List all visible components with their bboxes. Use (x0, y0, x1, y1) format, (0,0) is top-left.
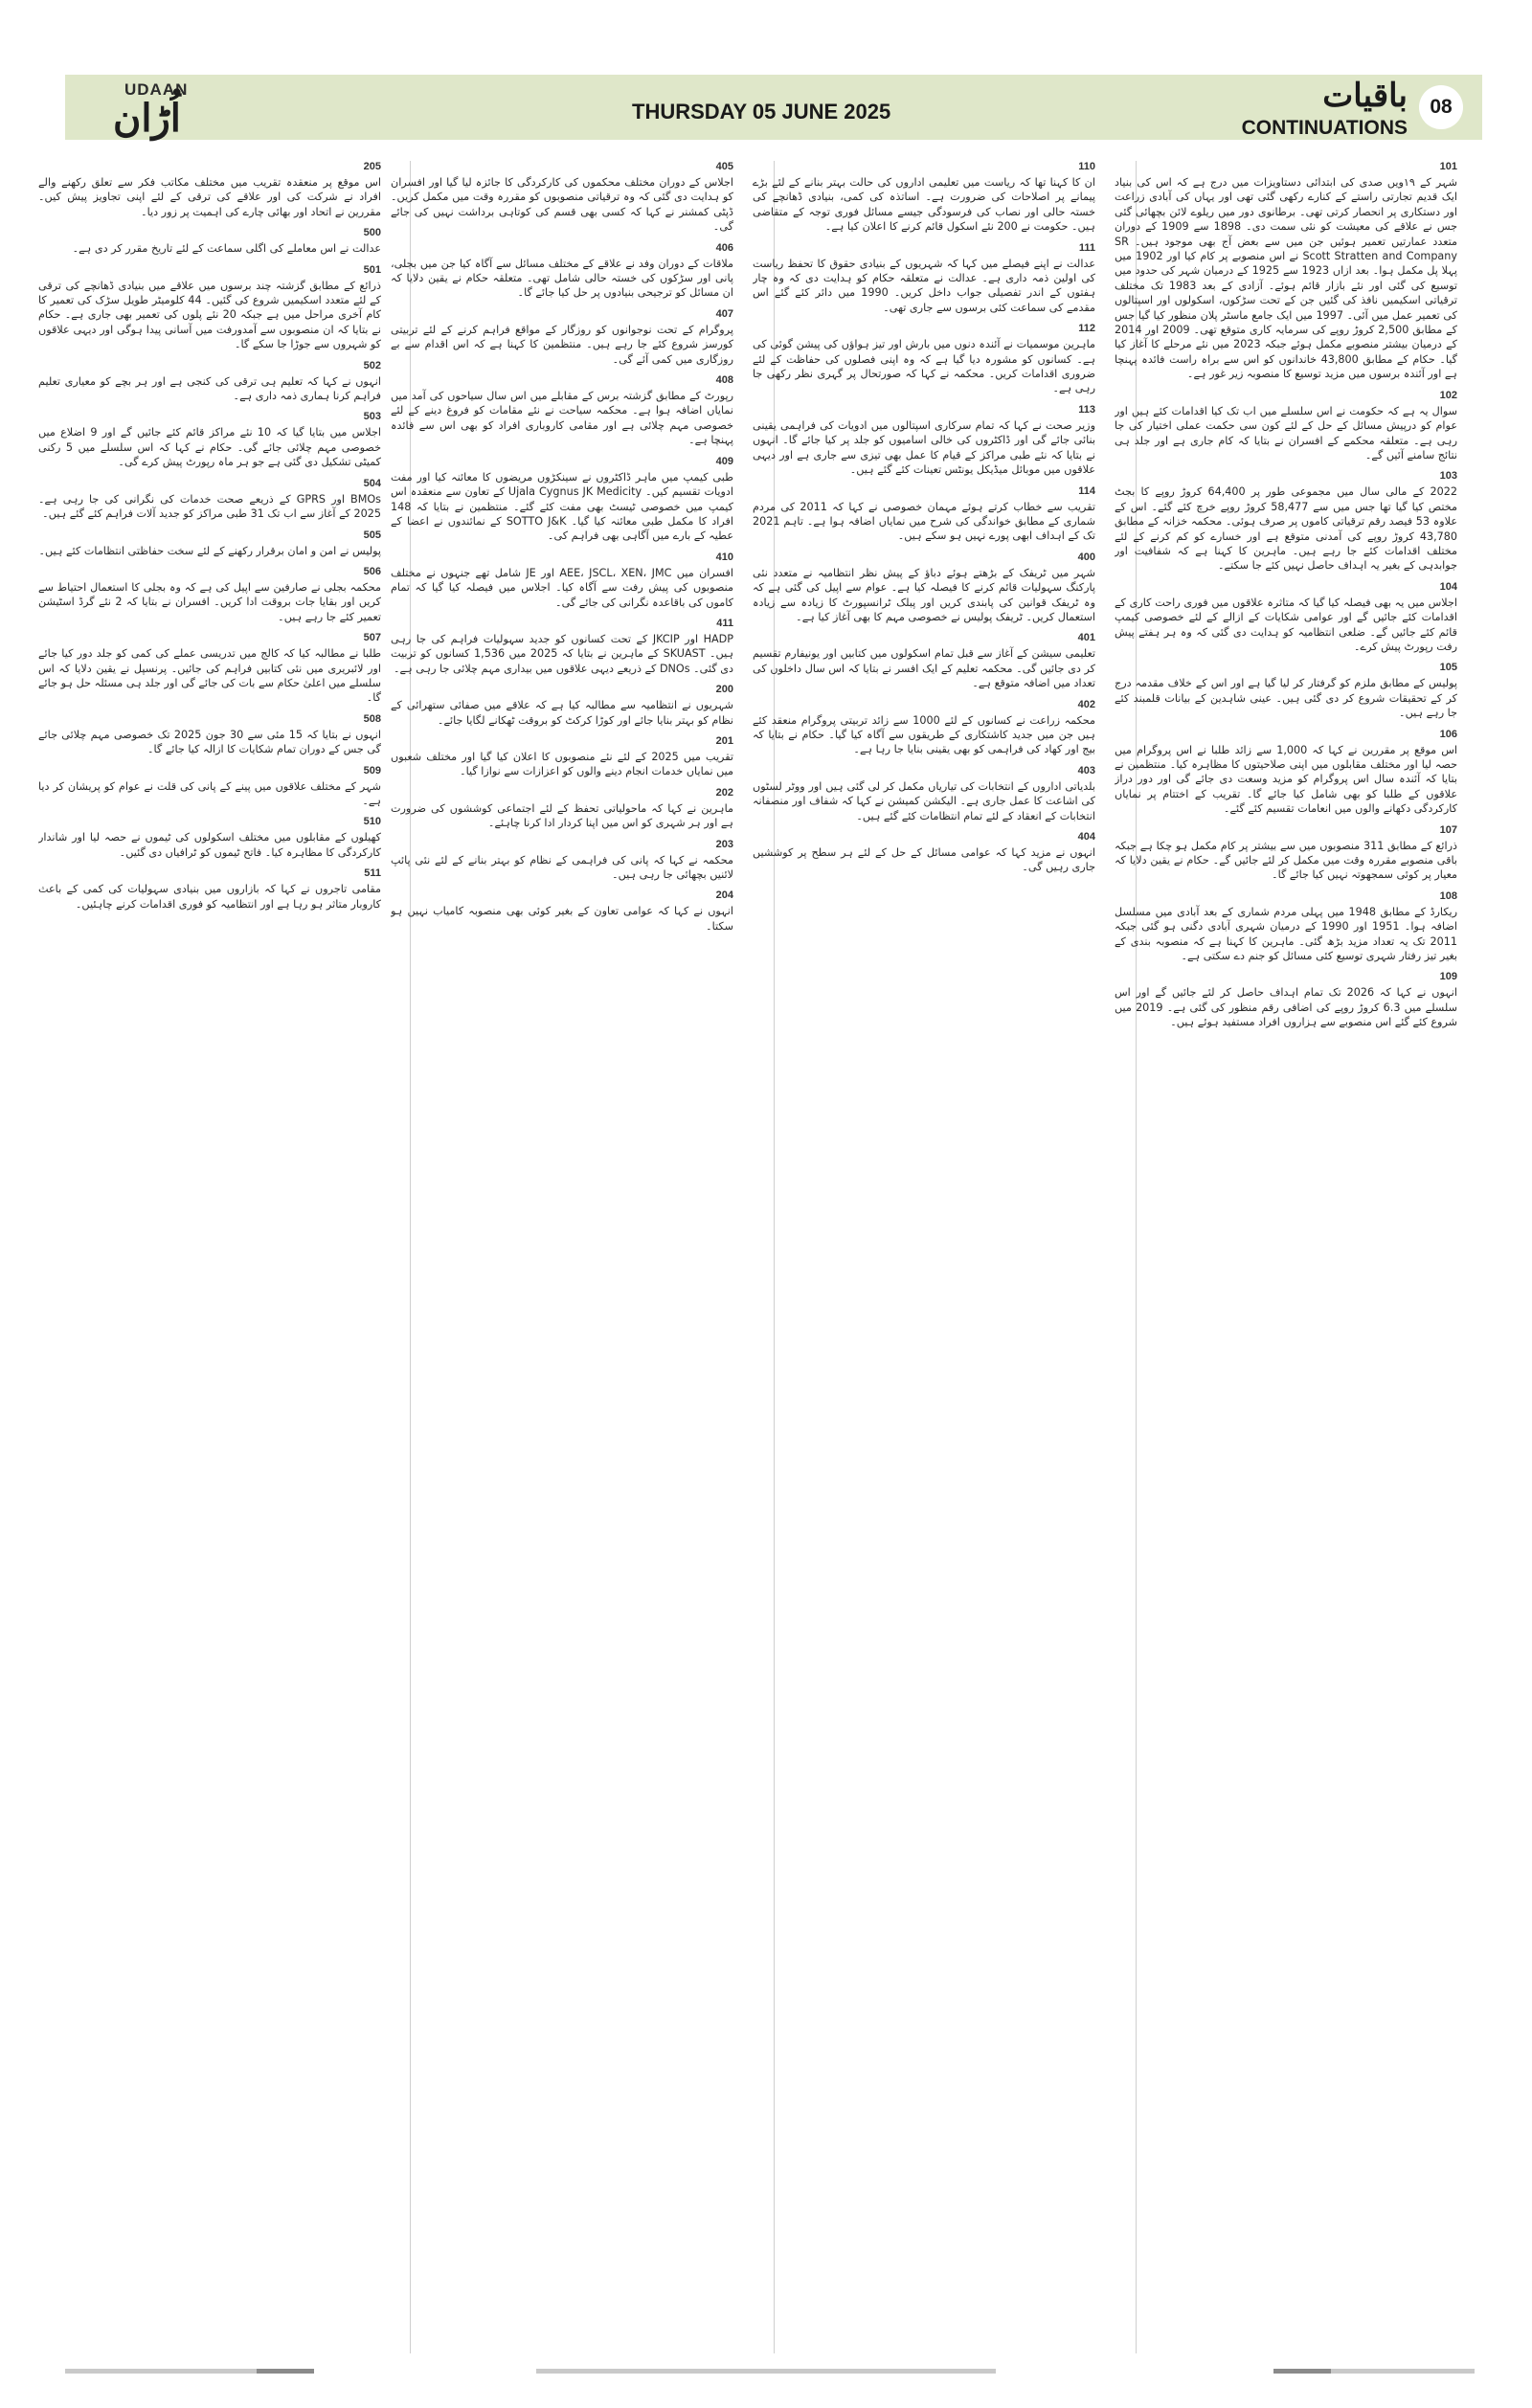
continuation-block (38, 478, 381, 522)
continuation-number: 404 (1077, 831, 1095, 843)
page-number-badge: 08 (1419, 85, 1463, 129)
continuation-text: رپورٹ کے مطابق گزشتہ برس کے مقابلے میں اس سال سیاحوں کی آمد میں نمایاں اضافہ ہوا ہے۔ محکمہ سیاحت نے نئے مقامات کو فروغ دینے کے لئے خصوصی مہم چلائی ہے اور مقامی کاروباری افراد کو بھی اس سے فائدہ پہنچا ہے۔ (391, 390, 733, 447)
continuation-text: اس موقع پر منعقدہ تقریب میں مختلف مکاتب فکر سے تعلق رکھنے والے افراد نے شرکت کی اور علاقے کی ترقی کے لئے اپنی تجاویز پیش کیں۔ مقررین نے اتحاد اور بھائی چارے کی اہمیت پر زور دیا۔ (38, 176, 381, 218)
continuation-number: 402 (1077, 698, 1095, 710)
continuation-text: 2022 کے مالی سال میں مجموعی طور پر 64,400 کروڑ روپے کا بجٹ مختص کیا گیا تھا جس میں سے 58,477 کروڑ روپے خرچ کئے گئے۔ اس کے علاوہ 53 فیصد رقم ترقیاتی کاموں پر صرف ہوئی۔ محکمہ خزانہ کے مطابق 43,780 کروڑ روپے کی آمدنی متوقع ہے اور خسارے کو کم کرنے کے لئے مختلف اقدامات کئے جا رہے ہیں۔ ماہرین کا کہنا ہے کہ شفافیت اور جوابدہی کے بغیر یہ اہداف حاصل نہیں کئے جا سکتے۔ (1115, 485, 1457, 573)
continuation-block (1115, 971, 1457, 1029)
continuation-block (753, 765, 1095, 823)
continuation-text: انہوں نے کہا کہ 2026 تک تمام اہداف حاصل کر لئے جائیں گے اور اس سلسلے میں 6.3 کروڑ روپے کی اضافی رقم منظور کی گئی ہے۔ 2019 میں شروع کئے گئے اس منصوبے سے ہزاروں افراد مستفید ہوئے ہیں۔ (1115, 986, 1457, 1029)
continuation-number: 401 (1077, 632, 1095, 644)
continuation-text: ذرائع کے مطابق گزشتہ چند برسوں میں علاقے میں بنیادی ڈھانچے کی ترقی کے لئے متعدد اسکیمیں شروع کی گئیں۔ 44 کلومیٹر طویل سڑک کی تعمیر کا کام آخری مراحل میں ہے جبکہ 20 نئے پلوں کی تعمیر بھی جاری ہے۔ حکام نے بتایا کہ ان منصوبوں سے آمدورفت میں آسانی پیدا ہوگی اور دیہی علاقوں کو شہروں سے جوڑا جا سکے گا۔ (38, 279, 381, 351)
continuation-text: محکمہ نے کہا کہ پانی کی فراہمی کے نظام کو بہتر بنانے کے لئے نئی پائپ لائنیں بچھائی جا رہی ہیں۔ (391, 853, 733, 881)
continuation-block (38, 411, 381, 469)
continuation-number: 505 (363, 529, 381, 541)
continuation-text: پولیس کے مطابق ملزم کو گرفتار کر لیا گیا ہے اور اس کے خلاف مقدمہ درج کر کے تحقیقات شروع کر دی گئی ہیں۔ عینی شاہدین کے بیانات قلمبند کئے جا رہے ہیں۔ (1115, 677, 1457, 720)
continuation-block (391, 839, 733, 883)
continuation-block (753, 699, 1095, 757)
continuation-number: 107 (1439, 823, 1457, 836)
continuation-number: 112 (1078, 323, 1095, 335)
footer-bar (65, 2369, 257, 2374)
continuation-text: اجلاس میں بتایا گیا کہ 10 نئے مراکز قائم کئے جائیں گے اور 9 اضلاع میں خصوصی مہم چلائی جائے گی۔ حکام نے کہا کہ اس سلسلے میں 5 رکنی کمیٹی تشکیل دی گئی ہے جو ہر ماہ رپورٹ پیش کرے گی۔ (38, 426, 381, 469)
article-columns (38, 161, 1465, 2353)
continuation-number: 510 (363, 816, 381, 828)
continuation-block (1115, 662, 1457, 720)
continuation-text: افسران میں AEE، JSCL، XEN، JMC اور JE شامل تھے جنہوں نے مختلف منصوبوں کی پیش رفت سے آگاہ کیا۔ اجلاس میں فیصلہ کیا گیا کہ تمام کاموں کی باقاعدہ نگرانی کی جائے گی۔ (391, 566, 733, 609)
continuation-number: 504 (363, 477, 381, 489)
column-2 (753, 161, 1095, 2353)
continuation-number: 105 (1439, 662, 1457, 674)
continuation-block (391, 684, 733, 728)
continuation-number: 409 (715, 455, 733, 467)
column-1 (1115, 161, 1457, 2353)
continuation-text: کھیلوں کے مقابلوں میں مختلف اسکولوں کی ٹیموں نے حصہ لیا اور شاندار کارکردگی کا مظاہرہ کیا۔ فاتح ٹیموں کو ٹرافیاں دی گئیں۔ (38, 831, 381, 859)
continuation-block (1115, 581, 1457, 655)
column-3 (391, 161, 733, 2353)
continuation-text: پولیس نے امن و امان برقرار رکھنے کے لئے سخت حفاظتی انتظامات کئے ہیں۔ (38, 544, 381, 557)
continuation-text: ذرائع کے مطابق 311 منصوبوں میں سے بیشتر پر کام مکمل ہو چکا ہے جبکہ باقی منصوبے مقررہ وقت میں مکمل کر لئے جائیں گے۔ حکام نے یقین دلایا کہ معیار پر کوئی سمجھوتہ نہیں کیا جائے گا۔ (1115, 839, 1457, 882)
section-title-urdu: باقیات (1322, 77, 1408, 115)
continuation-text: شہریوں نے انتظامیہ سے مطالبہ کیا ہے کہ علاقے میں صفائی ستھرائی کے نظام کو بہتر بنایا جائے اور کوڑا کرکٹ کو بروقت ٹھکانے لگایا جائے۔ (391, 699, 733, 727)
continuation-number: 111 (1078, 241, 1095, 254)
continuation-text: شہر کے مختلف علاقوں میں پینے کے پانی کی قلت نے عوام کو پریشان کر دیا ہے۔ (38, 779, 381, 807)
continuation-number: 109 (1439, 971, 1457, 983)
continuation-text: ملاقات کے دوران وفد نے علاقے کے مختلف مسائل سے آگاہ کیا جن میں بجلی، پانی اور سڑکوں کی خستہ حالی شامل تھی۔ متعلقہ حکام نے یقین دلایا کہ ان مسائل کو ترجیحی بنیادوں پر حل کیا جائے گا۔ (391, 257, 733, 300)
continuation-block (1115, 729, 1457, 817)
continuation-number: 101 (1439, 161, 1457, 172)
continuation-number: 500 (363, 227, 381, 239)
continuation-number: 203 (715, 838, 733, 850)
continuation-text: مقامی تاجروں نے کہا کہ بازاروں میں بنیادی سہولیات کی کمی کے باعث کاروبار متاثر ہو رہا ہے اور انتظامیہ کو فوری اقدامات کرنے چاہئیں۔ (38, 883, 381, 911)
continuation-text: پروگرام کے تحت نوجوانوں کو روزگار کے مواقع فراہم کرنے کے لئے تربیتی کورسز شروع کئے جا رہے ہیں۔ منتظمین کا کہنا ہے کہ اس اقدام سے بے روزگاری میں کمی آئے گی۔ (391, 323, 733, 366)
continuation-number: 110 (1078, 161, 1095, 172)
continuation-block (391, 456, 733, 544)
continuation-block (391, 889, 733, 934)
continuation-text: طلبا نے مطالبہ کیا کہ کالج میں تدریسی عملے کی کمی کو جلد دور کیا جائے اور لائبریری میں نئی کتابیں فراہم کی جائیں۔ پرنسپل نے یقین دلایا کہ اس سلسلے میں اعلیٰ حکام سے بات کی جائے گی اور جلد ہی مسئلہ حل ہو جائے گا۔ (38, 647, 381, 705)
continuation-block (753, 551, 1095, 625)
continuation-number: 501 (363, 263, 381, 276)
continuation-block (38, 227, 381, 256)
continuation-text: ان کا کہنا تھا کہ ریاست میں تعلیمی اداروں کی حالت بہتر بنانے کے لئے بڑے پیمانے پر اصلاحات کی ضرورت ہے۔ اساتذہ کی کمی، بنیادی ڈھانچے کی خستہ حالی اور نصاب کی فرسودگی جیسے مسائل فوری توجہ کے متقاضی ہیں۔ حکومت نے 200 نئے اسکول قائم کرنے کا اعلان کیا ہے۔ (753, 176, 1095, 234)
brand-name-en: UDAAN (124, 80, 189, 99)
continuation-text: اجلاس کے دوران مختلف محکموں کی کارکردگی کا جائزہ لیا گیا اور افسران کو ہدایت دی گئی کہ وہ ترقیاتی منصوبوں کو مقررہ وقت میں مکمل کریں۔ ڈپٹی کمشنر نے کہا کہ کسی بھی قسم کی کوتاہی برداشت نہیں کی جائے گی۔ (391, 176, 733, 234)
continuation-text: اس موقع پر مقررین نے کہا کہ 1,000 سے زائد طلبا نے اس پروگرام میں حصہ لیا اور مختلف مقابلوں میں اپنی صلاحیتوں کا مظاہرہ کیا۔ منتظمین نے بتایا کہ آئندہ سال اس پروگرام کو مزید وسعت دی جائے گی اور دور دراز علاقوں کے طلبا کو بھی شامل کیا جائے گا۔ تقریب کے اختتام پر نمایاں کارکردگی دکھانے والوں میں انعامات تقسیم کئے گئے۔ (1115, 743, 1457, 816)
continuation-block (38, 713, 381, 757)
continuation-number: 502 (363, 359, 381, 371)
continuation-text: انہوں نے بتایا کہ 15 مئی سے 30 جون 2025 تک خصوصی مہم چلائی جائے گی جس کے دوران تمام شکایات کا ازالہ کیا جائے گا۔ (38, 728, 381, 756)
continuation-text: عدالت نے اپنے فیصلے میں کہا کہ شہریوں کے بنیادی حقوق کا تحفظ ریاست کی اولین ذمہ داری ہے۔ عدالت نے متعلقہ حکام کو ہدایت دی کہ وہ چار ہفتوں کے اندر تفصیلی جواب داخل کریں۔ 1990 میں دائر کئے گئے اس مقدمے کی سماعت کئی برسوں سے جاری تھی۔ (753, 257, 1095, 314)
continuation-number: 507 (363, 632, 381, 644)
continuation-block (1115, 390, 1457, 463)
continuation-number: 108 (1439, 889, 1457, 902)
continuation-block (391, 308, 733, 367)
continuation-text: شہر کے ۱۹ویں صدی کی ابتدائی دستاویزات میں درج ہے کہ اس کی بنیاد ایک قدیم تجارتی راستے کے کنارے رکھی گئی تھی اور یہاں کی آبادی زراعت اور دستکاری پر انحصار کرتی تھی۔ برطانوی دور میں ریلوے لائن بچھائی گئی جس نے علاقے کی معیشت کو نئی سمت دی۔ 1898 سے 1909 کے دوران متعدد عمارتیں تعمیر ہوئیں جن میں سے بعض آج بھی موجود ہیں۔ SR Scott Stratten and Company نے اس منصوبے پر کام کیا اور 1902 میں پہلا پل مکمل ہوا۔ بعد ازاں 1923 سے 1925 کے درمیان شہر کی حدود میں توسیع کی گئی اور نئے بازار قائم ہوئے۔ آزادی کے بعد 1983 تک مختلف ترقیاتی اسکیمیں نافذ کی گئیں جن کے تحت سڑکوں، اسکولوں اور اسپتالوں کی تعمیر عمل میں آئی۔ 1997 میں ایک جامع ماسٹر پلان منظور کیا گیا جس کے مطابق 2,500 کروڑ روپے کی سرمایہ کاری متوقع تھی۔ 2009 اور 2014 کے درمیان بیشتر منصوبے مکمل ہوئے جبکہ 2023 میں نئے مرحلے کا آغاز کیا گیا۔ حکام کے مطابق 43,800 خاندانوں کو اس سے براہ راست فائدہ پہنچا ہے اور آئندہ برسوں میں مزید توسیع کا منصوبہ زیر غور ہے۔ (1115, 176, 1457, 381)
continuation-number: 106 (1439, 728, 1457, 740)
continuation-block (753, 632, 1095, 690)
continuation-text: ماہرین نے کہا کہ ماحولیاتی تحفظ کے لئے اجتماعی کوششوں کی ضرورت ہے اور ہر شہری کو اس میں اپنا کردار ادا کرنا چاہئے۔ (391, 801, 733, 830)
continuation-block (753, 485, 1095, 544)
continuation-number: 410 (715, 551, 733, 563)
continuation-number: 406 (715, 241, 733, 254)
continuation-number: 506 (363, 565, 381, 577)
continuation-block (753, 242, 1095, 316)
continuation-number: 103 (1439, 470, 1457, 483)
continuation-block (753, 404, 1095, 478)
continuation-text: تعلیمی سیشن کے آغاز سے قبل تمام اسکولوں میں کتابیں اور یونیفارم تقسیم کر دی جائیں گی۔ محکمہ تعلیم کے ایک افسر نے بتایا کہ اس سال داخلوں کی تعداد میں اضافہ متوقع ہے۔ (753, 647, 1095, 690)
continuation-block (38, 765, 381, 809)
continuation-number: 511 (364, 867, 381, 880)
continuation-number: 508 (363, 712, 381, 725)
continuation-number: 400 (1077, 551, 1095, 563)
continuation-text: تقریب میں 2025 کے لئے نئے منصوبوں کا اعلان کیا گیا اور مختلف شعبوں میں نمایاں خدمات انجام دینے والوں کو اعزازات سے نوازا گیا۔ (391, 750, 733, 778)
continuation-number: 104 (1439, 580, 1457, 593)
continuation-number: 113 (1078, 403, 1095, 416)
continuation-number: 204 (715, 889, 733, 902)
continuation-text: سوال یہ ہے کہ حکومت نے اس سلسلے میں اب تک کیا اقدامات کئے ہیں اور عوام کو درپیش مسائل کے حل کے لئے کون سی حکمت عملی اختیار کی جا رہی ہے۔ متعلقہ محکمے کے افسران نے بتایا کہ کام جاری ہے اور جلد ہی نتائج سامنے آئیں گے۔ (1115, 404, 1457, 461)
continuation-block (38, 529, 381, 558)
continuation-block (391, 787, 733, 831)
continuation-number: 405 (715, 161, 733, 172)
continuation-block (38, 632, 381, 706)
continuation-text: انہوں نے کہا کہ تعلیم ہی ترقی کی کنجی ہے اور ہر بچے کو معیاری تعلیم فراہم کرنا ہماری ذمہ داری ہے۔ (38, 374, 381, 403)
continuation-number: 407 (715, 307, 733, 320)
brand-name-urdu: اُڑان (113, 96, 181, 141)
continuation-block (38, 161, 381, 219)
continuation-text: تقریب سے خطاب کرتے ہوئے مہمان خصوصی نے کہا کہ 2011 کی مردم شماری کے مطابق خواندگی کی شرح میں نمایاں اضافہ ہوا ہے۔ تاہم 2021 تک کے اہداف ابھی پورے نہیں ہو سکے ہیں۔ (753, 500, 1095, 543)
continuation-number: 114 (1078, 484, 1095, 497)
continuation-number: 411 (716, 617, 733, 629)
continuation-number: 403 (1077, 764, 1095, 776)
continuation-block (391, 374, 733, 448)
continuation-number: 202 (715, 786, 733, 799)
continuation-block (753, 161, 1095, 235)
continuation-block (38, 816, 381, 860)
footer-bar (257, 2369, 314, 2374)
continuation-block (391, 735, 733, 779)
continuation-block (1115, 890, 1457, 964)
continuation-text: HADP اور JKCIP کے تحت کسانوں کو جدید سہولیات فراہم کی جا رہی ہیں۔ SKUAST کے ماہرین نے بتایا کہ 2025 میں 1,536 کسانوں کو تربیت دی گئی۔ DNOs کے ذریعے دیہی علاقوں میں بیداری مہم چلائی جا رہی ہے۔ (391, 632, 733, 675)
column-4 (38, 161, 381, 2353)
continuation-block (38, 867, 381, 911)
continuation-block (1115, 824, 1457, 883)
continuation-block (1115, 470, 1457, 573)
continuation-text: طبی کیمپ میں ماہر ڈاکٹروں نے سینکڑوں مریضوں کا معائنہ کیا اور مفت ادویات تقسیم کیں۔ Ujala Cygnus JK Medicity کے تعاون سے منعقدہ اس کیمپ میں خصوصی ٹیسٹ بھی مفت کئے گئے۔ منتظمین نے بتایا کہ 148 افراد کا مکمل طبی معائنہ کیا گیا۔ SOTTO J&K کے نمائندوں نے اعضا کے عطیہ کے بارے میں آگاہی بھی فراہم کی۔ (391, 470, 733, 543)
continuation-number: 201 (715, 734, 733, 747)
section-title-en: CONTINUATIONS (1241, 117, 1408, 139)
continuation-block (38, 360, 381, 404)
continuation-number: 503 (363, 411, 381, 423)
continuation-number: 200 (715, 684, 733, 696)
continuation-block (38, 264, 381, 352)
continuation-text: ریکارڈ کے مطابق 1948 میں پہلی مردم شماری کے بعد آبادی میں مسلسل اضافہ ہوا۔ 1951 اور 1990 کے درمیان شہری آبادی دگنی ہو گئی جبکہ 2011 تک یہ تعداد مزید بڑھ گئی۔ ماہرین کا کہنا ہے کہ منصوبہ بندی کے بغیر تیز رفتار شہری توسیع کئی مسائل کو جنم دے سکتی ہے۔ (1115, 905, 1457, 963)
continuation-text: محکمہ زراعت نے کسانوں کے لئے 1000 سے زائد تربیتی پروگرام منعقد کئے ہیں جن میں جدید کاشتکاری کے طریقوں سے آگاہ کیا گیا۔ حکام نے بتایا کہ بیج اور کھاد کی فراہمی کو بھی یقینی بنایا جا رہا ہے۔ (753, 713, 1095, 756)
continuation-block (391, 551, 733, 610)
issue-date: THURSDAY 05 JUNE 2025 (632, 100, 891, 124)
continuation-text: بلدیاتی اداروں کے انتخابات کی تیاریاں مکمل کر لی گئی ہیں اور ووٹر لسٹوں کی اشاعت کا عمل جاری ہے۔ الیکشن کمیشن نے کہا کہ شفاف اور منصفانہ انتخابات کے انعقاد کے لئے تمام انتظامات کئے گئے ہیں۔ (753, 779, 1095, 822)
continuation-block (391, 618, 733, 676)
footer-bar (536, 2369, 996, 2374)
continuation-number: 408 (715, 374, 733, 387)
continuation-number: 205 (363, 161, 381, 172)
continuation-text: ماہرین موسمیات نے آئندہ دنوں میں بارش اور تیز ہواؤں کی پیشن گوئی کی ہے۔ کسانوں کو مشورہ دیا گیا ہے کہ وہ اپنی فصلوں کی حفاظت کے لئے ضروری اقدامات کریں۔ محکمہ نے کہا کہ صورتحال پر گہری نظر رکھی جا رہی ہے۔ (753, 338, 1095, 395)
continuation-block (753, 831, 1095, 875)
continuation-text: عدالت نے اس معاملے کی اگلی سماعت کے لئے تاریخ مقرر کر دی ہے۔ (72, 242, 381, 256)
continuation-block (391, 242, 733, 301)
continuation-text: شہر میں ٹریفک کے بڑھتے ہوئے دباؤ کے پیش نظر انتظامیہ نے متعدد نئی پارکنگ سہولیات قائم کرنے کا فیصلہ کیا ہے۔ عوام سے اپیل کی گئی ہے کہ وہ ٹریفک قوانین کی پابندی کریں اور پبلک ٹرانسپورٹ کا زیادہ سے زیادہ استعمال کریں۔ ٹریفک پولیس نے خصوصی مہم کا بھی آغاز کیا ہے۔ (753, 566, 1095, 623)
continuation-block (391, 161, 733, 235)
footer-bar (1273, 2369, 1331, 2374)
continuation-text: اجلاس میں یہ بھی فیصلہ کیا گیا کہ متاثرہ علاقوں میں فوری راحت کاری کے اقدامات کئے جائیں گے اور عوامی شکایات کے ازالے کے لئے خصوصی کیمپ قائم کئے جائیں گے۔ ضلعی انتظامیہ کو ہدایت دی گئی کہ وہ ہر ہفتے پیش رفت رپورٹ پیش کرے۔ (1115, 596, 1457, 653)
continuation-text: انہوں نے مزید کہا کہ عوامی مسائل کے حل کے لئے ہر سطح پر کوششیں جاری رہیں گی۔ (753, 846, 1095, 874)
continuation-text: وزیر صحت نے کہا کہ تمام سرکاری اسپتالوں میں ادویات کی فراہمی یقینی بنائی جائے گی اور ڈاکٹروں کی خالی اسامیوں کو جلد پر کیا جائے گا۔ انہوں نے بتایا کہ نئے طبی مراکز کے قیام کا عمل بھی تیزی سے جاری ہے اور دیہی علاقوں میں موبائل میڈیکل یونٹس تعینات کئے گئے ہیں۔ (753, 418, 1095, 477)
continuation-number: 509 (363, 764, 381, 776)
continuation-number: 102 (1439, 389, 1457, 401)
continuation-text: BMOs اور GPRS کے ذریعے صحت خدمات کی نگرانی کی جا رہی ہے۔ 2025 کے آغاز سے اب تک 31 طبی مراکز کو جدید آلات فراہم کئے گئے ہیں۔ (38, 492, 381, 521)
continuation-text: انہوں نے کہا کہ عوامی تعاون کے بغیر کوئی بھی منصوبہ کامیاب نہیں ہو سکتا۔ (391, 905, 733, 933)
continuation-block (38, 566, 381, 624)
continuation-block (753, 323, 1095, 396)
continuation-text: محکمہ بجلی نے صارفین سے اپیل کی ہے کہ وہ بجلی کا استعمال احتیاط سے کریں اور بقایا جات بروقت ادا کریں۔ افسران نے بتایا کہ 2 نئے گرڈ اسٹیشن تعمیر کئے جا رہے ہیں۔ (38, 580, 381, 623)
continuation-block (1115, 161, 1457, 382)
footer-bar (1331, 2369, 1475, 2374)
